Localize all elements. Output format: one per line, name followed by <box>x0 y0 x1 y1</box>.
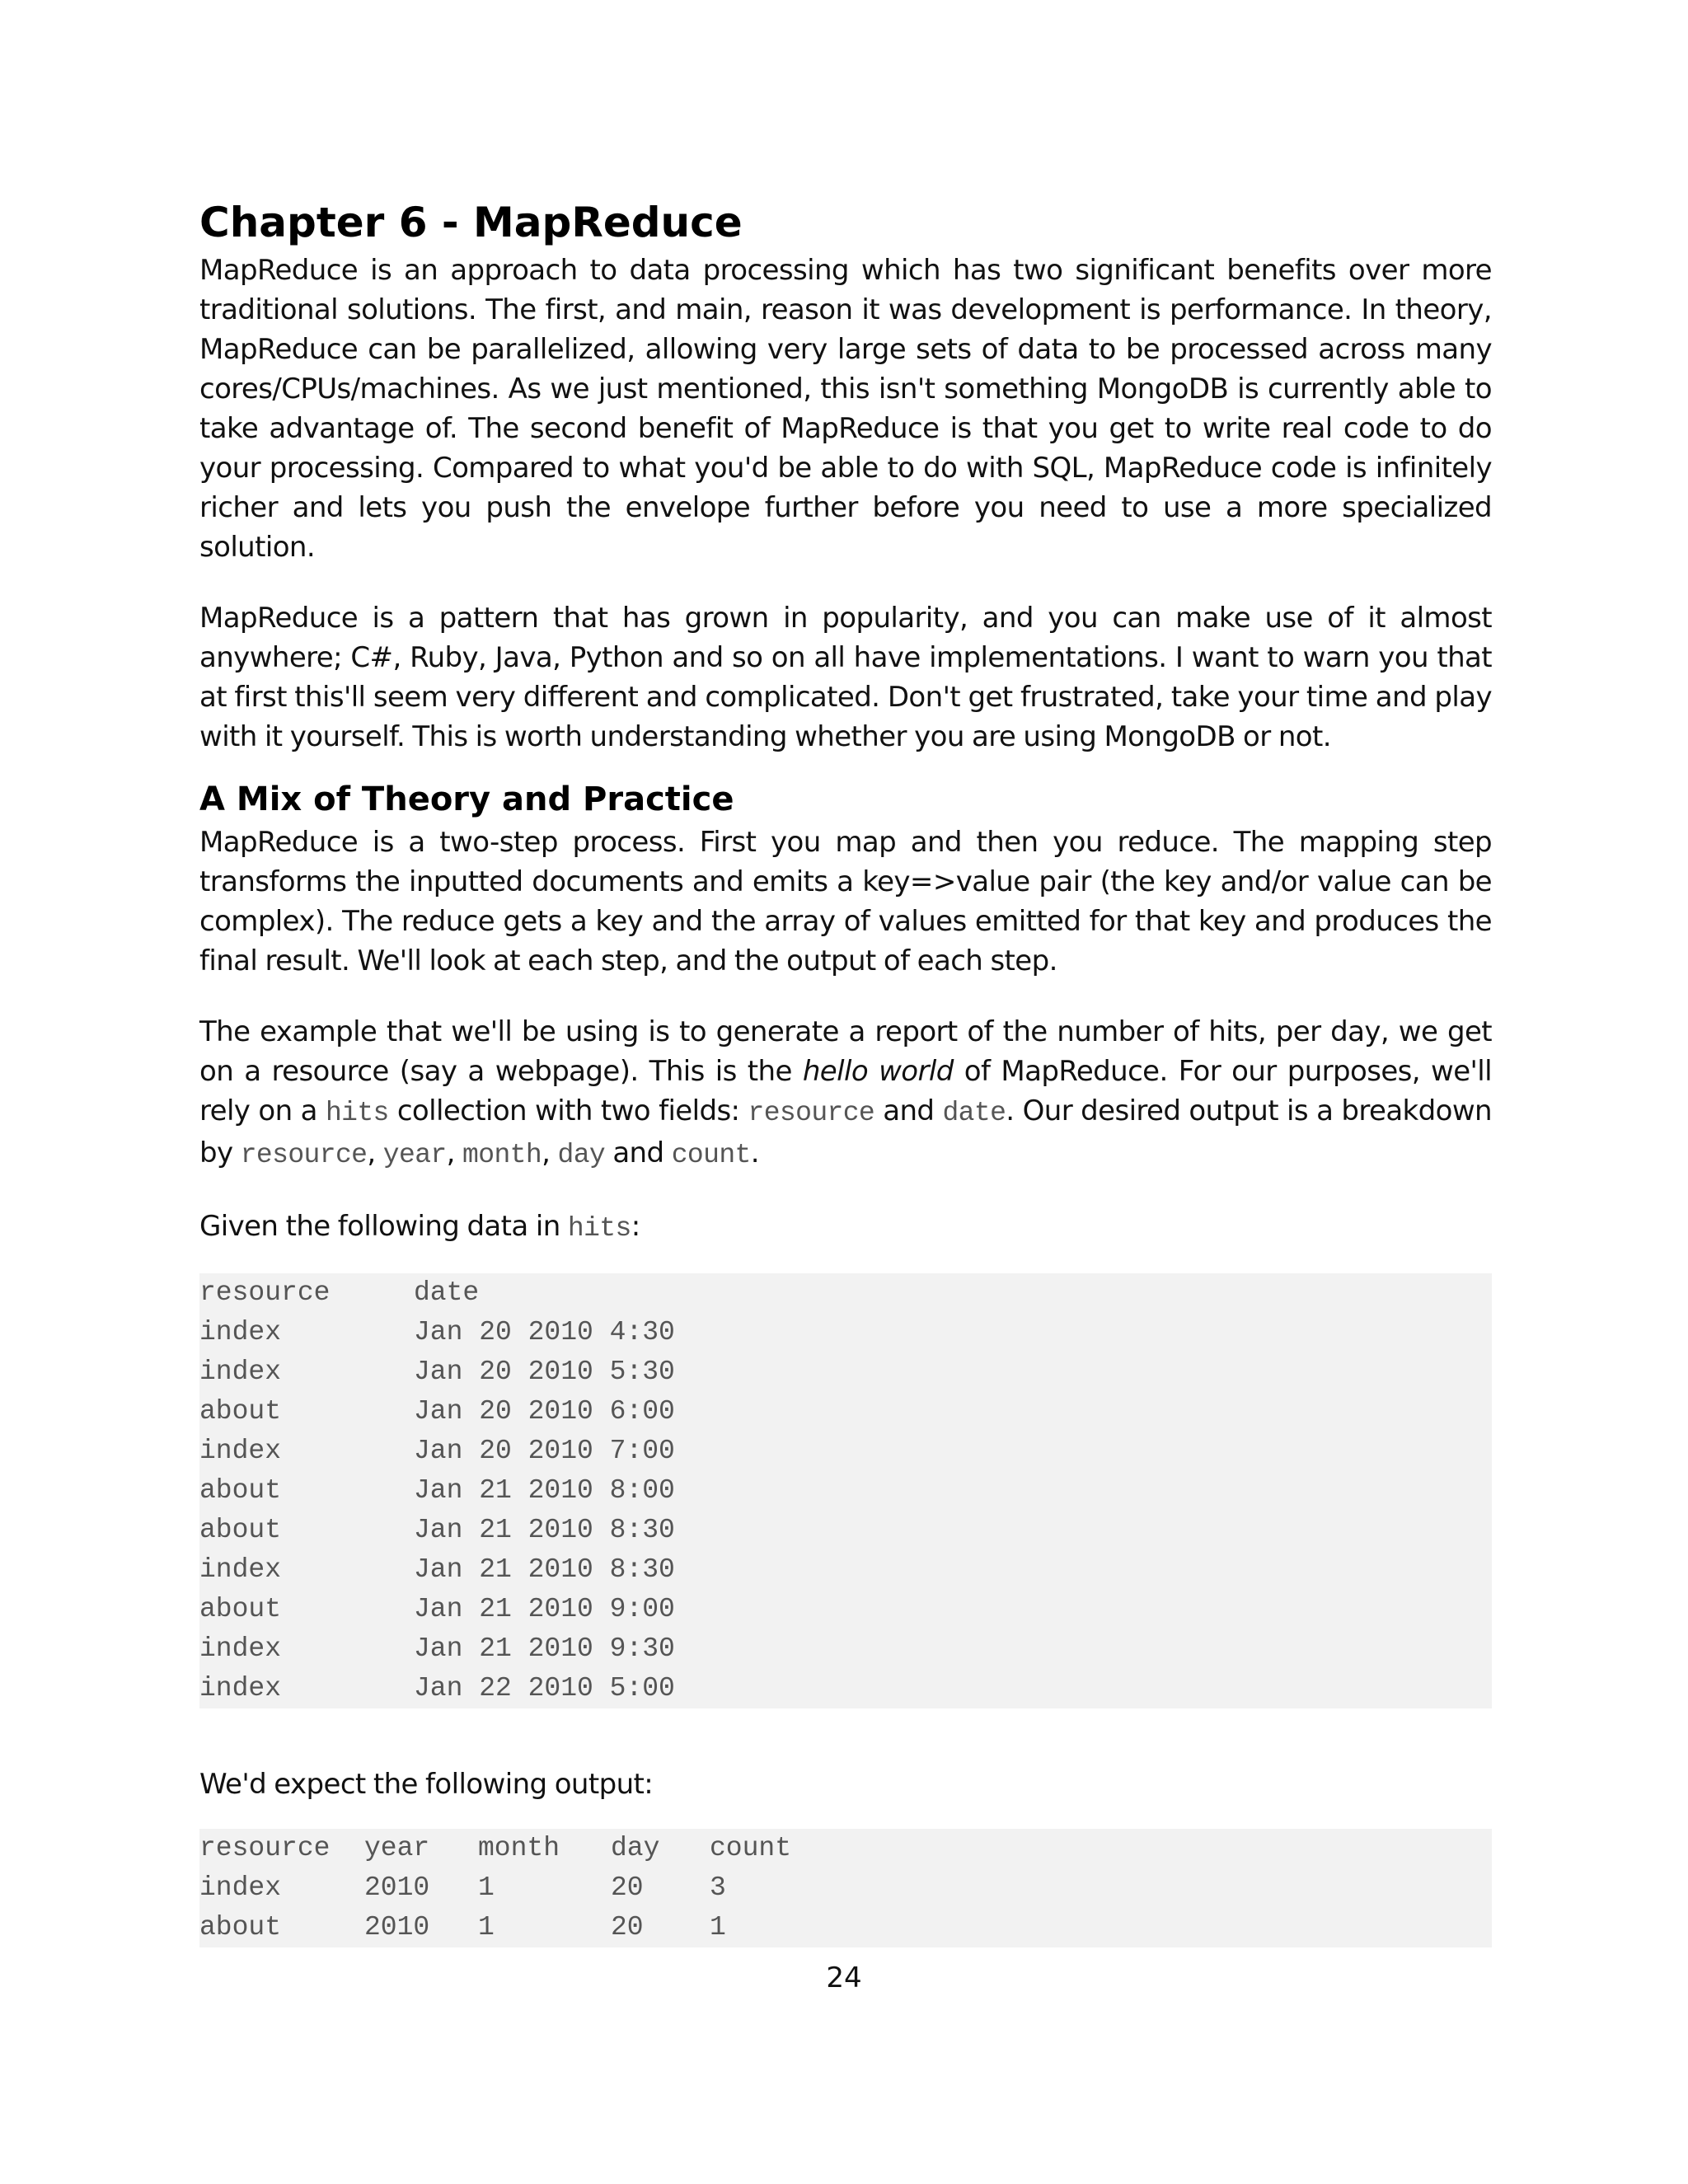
cell-date: Jan 21 2010 8:00 <box>414 1475 675 1506</box>
text-run: collection with two fields: <box>388 1094 748 1127</box>
cell-month: 1 <box>478 1872 495 1903</box>
cell-resource: index <box>199 1673 282 1704</box>
cell-resource: index <box>199 1317 282 1347</box>
text-run: and <box>874 1094 943 1127</box>
text-run: . Our desired output is a breakdown by <box>199 1094 1492 1169</box>
table-row <box>199 1868 1492 1908</box>
cell-count: 1 <box>710 1912 726 1943</box>
text-run: . <box>750 1137 759 1169</box>
table-row <box>199 1629 1492 1669</box>
table-row <box>199 1352 1492 1392</box>
text-run: The example that we'll be using is to generate a report of the number of hits, per day, we get on a resource (say a webpage). This is the <box>199 1015 1492 1088</box>
hits-data-block <box>199 1273 1492 1708</box>
table-header-row <box>199 1273 1492 1313</box>
chapter-paragraph-2: MapReduce is a pattern that has grown in popularity, and you can make use of it almost anywhere; C#, Ruby, Java, Python and so on all have implementations. I want to warn you that at first this'll seem very different and complicated. Don't get frustrated, take your time and play with it yourself. This is worth understanding whether you are using MongoDB or not. <box>199 602 1492 753</box>
table-row <box>199 1392 1492 1432</box>
emphasis-text: hello world <box>802 1055 954 1088</box>
inline-code: hits <box>325 1098 389 1128</box>
column-header: year <box>364 1833 430 1863</box>
expected-output-block <box>199 1829 1492 1947</box>
expected-output-intro: We'd expect the following output: <box>199 1768 654 1801</box>
cell-date: Jan 21 2010 9:00 <box>414 1594 675 1624</box>
cell-resource: index <box>199 1554 282 1585</box>
text-run: , <box>542 1137 558 1169</box>
cell-resource: about <box>199 1396 282 1427</box>
inline-code: date <box>942 1098 1006 1128</box>
given-data-intro <box>199 1207 1492 1249</box>
cell-date: Jan 21 2010 9:30 <box>414 1633 675 1664</box>
section-title: A Mix of Theory and Practice <box>199 780 734 818</box>
text-run: , <box>446 1137 463 1169</box>
cell-month: 1 <box>478 1912 495 1943</box>
table-row <box>199 1432 1492 1471</box>
inline-code: day <box>557 1140 606 1170</box>
cell-date: Jan 20 2010 4:30 <box>414 1317 675 1347</box>
cell-resource: index <box>199 1633 282 1664</box>
text-run: , <box>367 1137 383 1169</box>
table-header-row <box>199 1829 1492 1868</box>
page-number: 24 <box>826 1961 862 1994</box>
cell-day: 20 <box>611 1912 644 1943</box>
cell-resource: index <box>199 1436 282 1466</box>
text-run: Given the following data in <box>199 1210 568 1243</box>
section-paragraph-2 <box>199 1012 1492 1175</box>
inline-code: hits <box>567 1213 631 1244</box>
column-header: resource <box>199 1833 331 1863</box>
chapter-paragraph-1: MapReduce is an approach to data processing which has two significant benefits over more traditional solutions. The first, and main, reason it was development is performance. In theory, MapReduce can be parallelized, allowing very large sets of data to be processed across many cores/CPUs/machines. As we just mentioned, this isn't something MongoDB is currently able to take advantage of. The second benefit of MapReduce is that you get to write real code to do your processing. Compared to what you'd be able to do with SQL, MapReduce code is infinitely richer and lets you push the envelope further before you need to use a more specialized solution. <box>199 254 1492 564</box>
chapter-title: Chapter 6 - MapReduce <box>199 199 743 246</box>
table-row <box>199 1590 1492 1629</box>
cell-resource: about <box>199 1475 282 1506</box>
text-run: of MapReduce. For our purposes, we'll rely on a <box>199 1055 1492 1127</box>
cell-date: Jan 20 2010 5:30 <box>414 1357 675 1387</box>
cell-resource: about <box>199 1912 282 1943</box>
column-header: date <box>414 1277 480 1308</box>
cell-year: 2010 <box>364 1872 430 1903</box>
cell-date: Jan 21 2010 8:30 <box>414 1515 675 1545</box>
column-header: count <box>710 1833 792 1863</box>
inline-code: resource <box>748 1098 875 1128</box>
inline-code: month <box>462 1140 542 1170</box>
section-paragraph-1: MapReduce is a two-step process. First you map and then you reduce. The mapping step transforms the inputted documents and emits a key=>value pair (the key and/or value can be complex). The reduce gets a key and the array of values emitted for that key and produces the final result. We'll look at each step, and the output of each step. <box>199 826 1492 977</box>
column-header: month <box>478 1833 560 1863</box>
text-run: : <box>631 1210 640 1243</box>
table-row <box>199 1669 1492 1708</box>
text-run: and <box>605 1137 672 1169</box>
cell-date: Jan 20 2010 6:00 <box>414 1396 675 1427</box>
cell-resource: about <box>199 1594 282 1624</box>
cell-day: 20 <box>611 1872 644 1903</box>
column-header: resource <box>199 1277 331 1308</box>
table-row <box>199 1908 1492 1947</box>
page-content <box>199 198 1492 1947</box>
cell-resource: about <box>199 1515 282 1545</box>
inline-code: resource <box>240 1140 368 1170</box>
column-header: day <box>611 1833 660 1863</box>
inline-code: year <box>382 1140 447 1170</box>
cell-year: 2010 <box>364 1912 430 1943</box>
cell-date: Jan 22 2010 5:00 <box>414 1673 675 1704</box>
cell-resource: index <box>199 1357 282 1387</box>
cell-count: 3 <box>710 1872 726 1903</box>
table-row <box>199 1550 1492 1590</box>
inline-code: count <box>671 1140 751 1170</box>
table-row <box>199 1511 1492 1550</box>
table-row <box>199 1313 1492 1352</box>
cell-date: Jan 20 2010 7:00 <box>414 1436 675 1466</box>
cell-date: Jan 21 2010 8:30 <box>414 1554 675 1585</box>
table-row <box>199 1471 1492 1511</box>
cell-resource: index <box>199 1872 282 1903</box>
